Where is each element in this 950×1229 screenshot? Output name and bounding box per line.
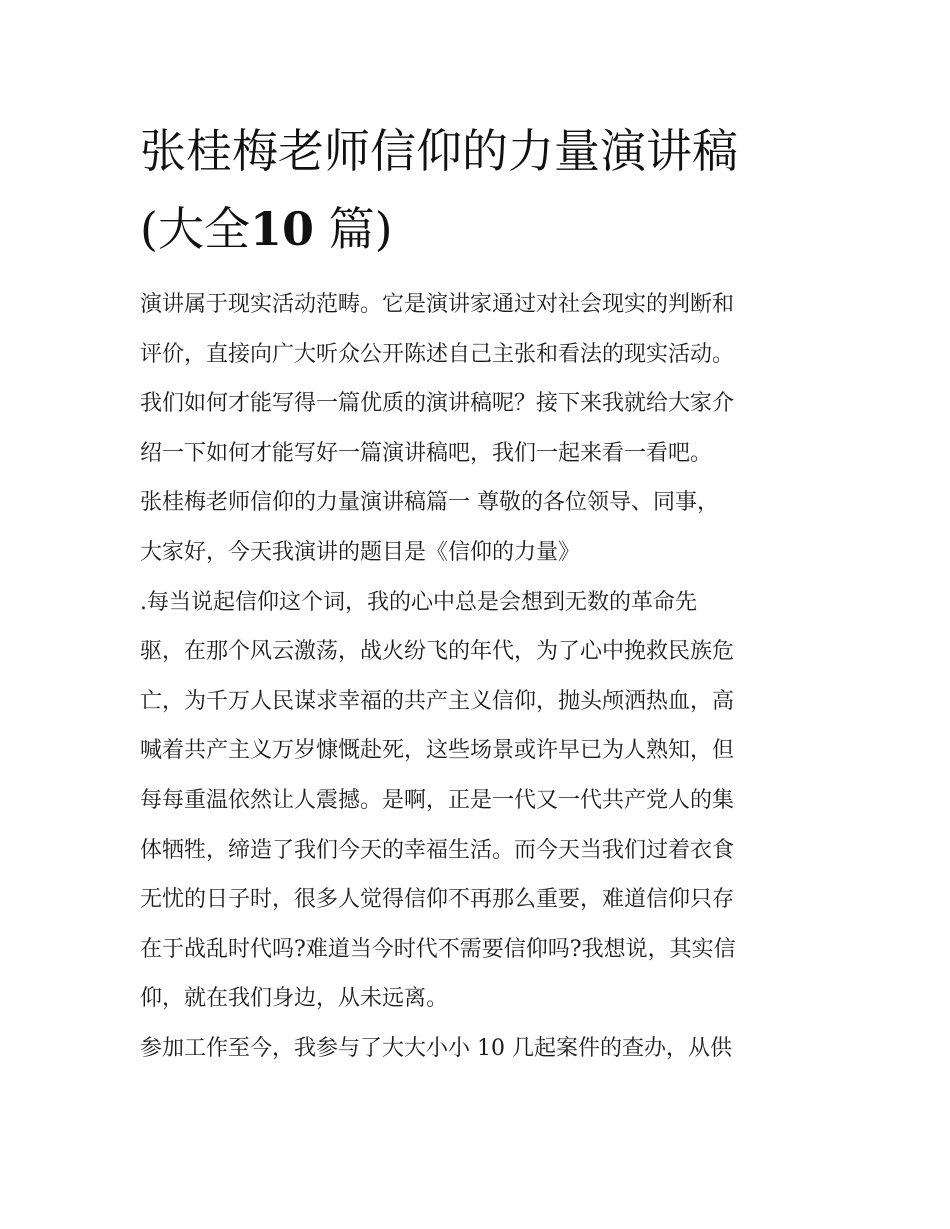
title-line-2: [140, 190, 840, 268]
text-line: 大家好，今天我演讲的题目是《信仰的力量》: [140, 539, 581, 565]
text-line: 驱，在那个风云激荡，战火纷飞的年代，为了心中挽救民族危: [140, 639, 735, 665]
title-line-2-close: 篇): [328, 202, 393, 256]
text-line: .每当说起信仰这个词，我的心中总是会想到无数的革命先: [140, 589, 697, 615]
title-line-2-number: 10: [249, 202, 314, 256]
text-line: 仰，就在我们身边，从未远离。: [140, 986, 449, 1012]
document-title: [140, 112, 840, 268]
text-line: 参加工作至今，我参与了大大小小 10 几起案件的查办，从供: [140, 1035, 732, 1061]
text-line: 喊着共产主义万岁慷慨赴死，这些场景或许早已为人熟知，但: [140, 738, 735, 764]
title-line-1: 张桂梅老师信仰的力量演讲稿: [140, 124, 738, 178]
title-line-2-open: (大全: [140, 202, 250, 256]
text-line: 绍一下如何才能写好一篇演讲稿吧，我们一起来看一看吧。: [140, 440, 713, 466]
text-line: 每每重温依然让人震撼。是啊，正是一代又一代共产党人的集: [140, 787, 735, 813]
text-line: 张桂梅老师信仰的力量演讲稿篇一 尊敬的各位领导、同事，: [140, 490, 719, 516]
document-body: [140, 280, 830, 1074]
text-line: 我们如何才能写得一篇优质的演讲稿呢？接下来我就给大家介: [140, 391, 735, 417]
text-line: 演讲属于现实活动范畴。它是演讲家通过对社会现实的判断和: [140, 292, 735, 317]
text-line: 亡，为千万人民谋求幸福的共产主义信仰，抛头颅洒热血，高: [140, 688, 735, 714]
text-line: 体牺牲，缔造了我们今天的幸福生活。而今天当我们过着衣食: [140, 837, 735, 863]
text-line: 无忧的日子时，很多人觉得信仰不再那么重要，难道信仰只存: [140, 887, 735, 913]
text-line: 在于战乱时代吗?难道当今时代不需要信仰吗?我想说，其实信: [140, 936, 736, 962]
text-line: 评价，直接向广大听众公开陈述自己主张和看法的现实活动。: [140, 341, 735, 367]
